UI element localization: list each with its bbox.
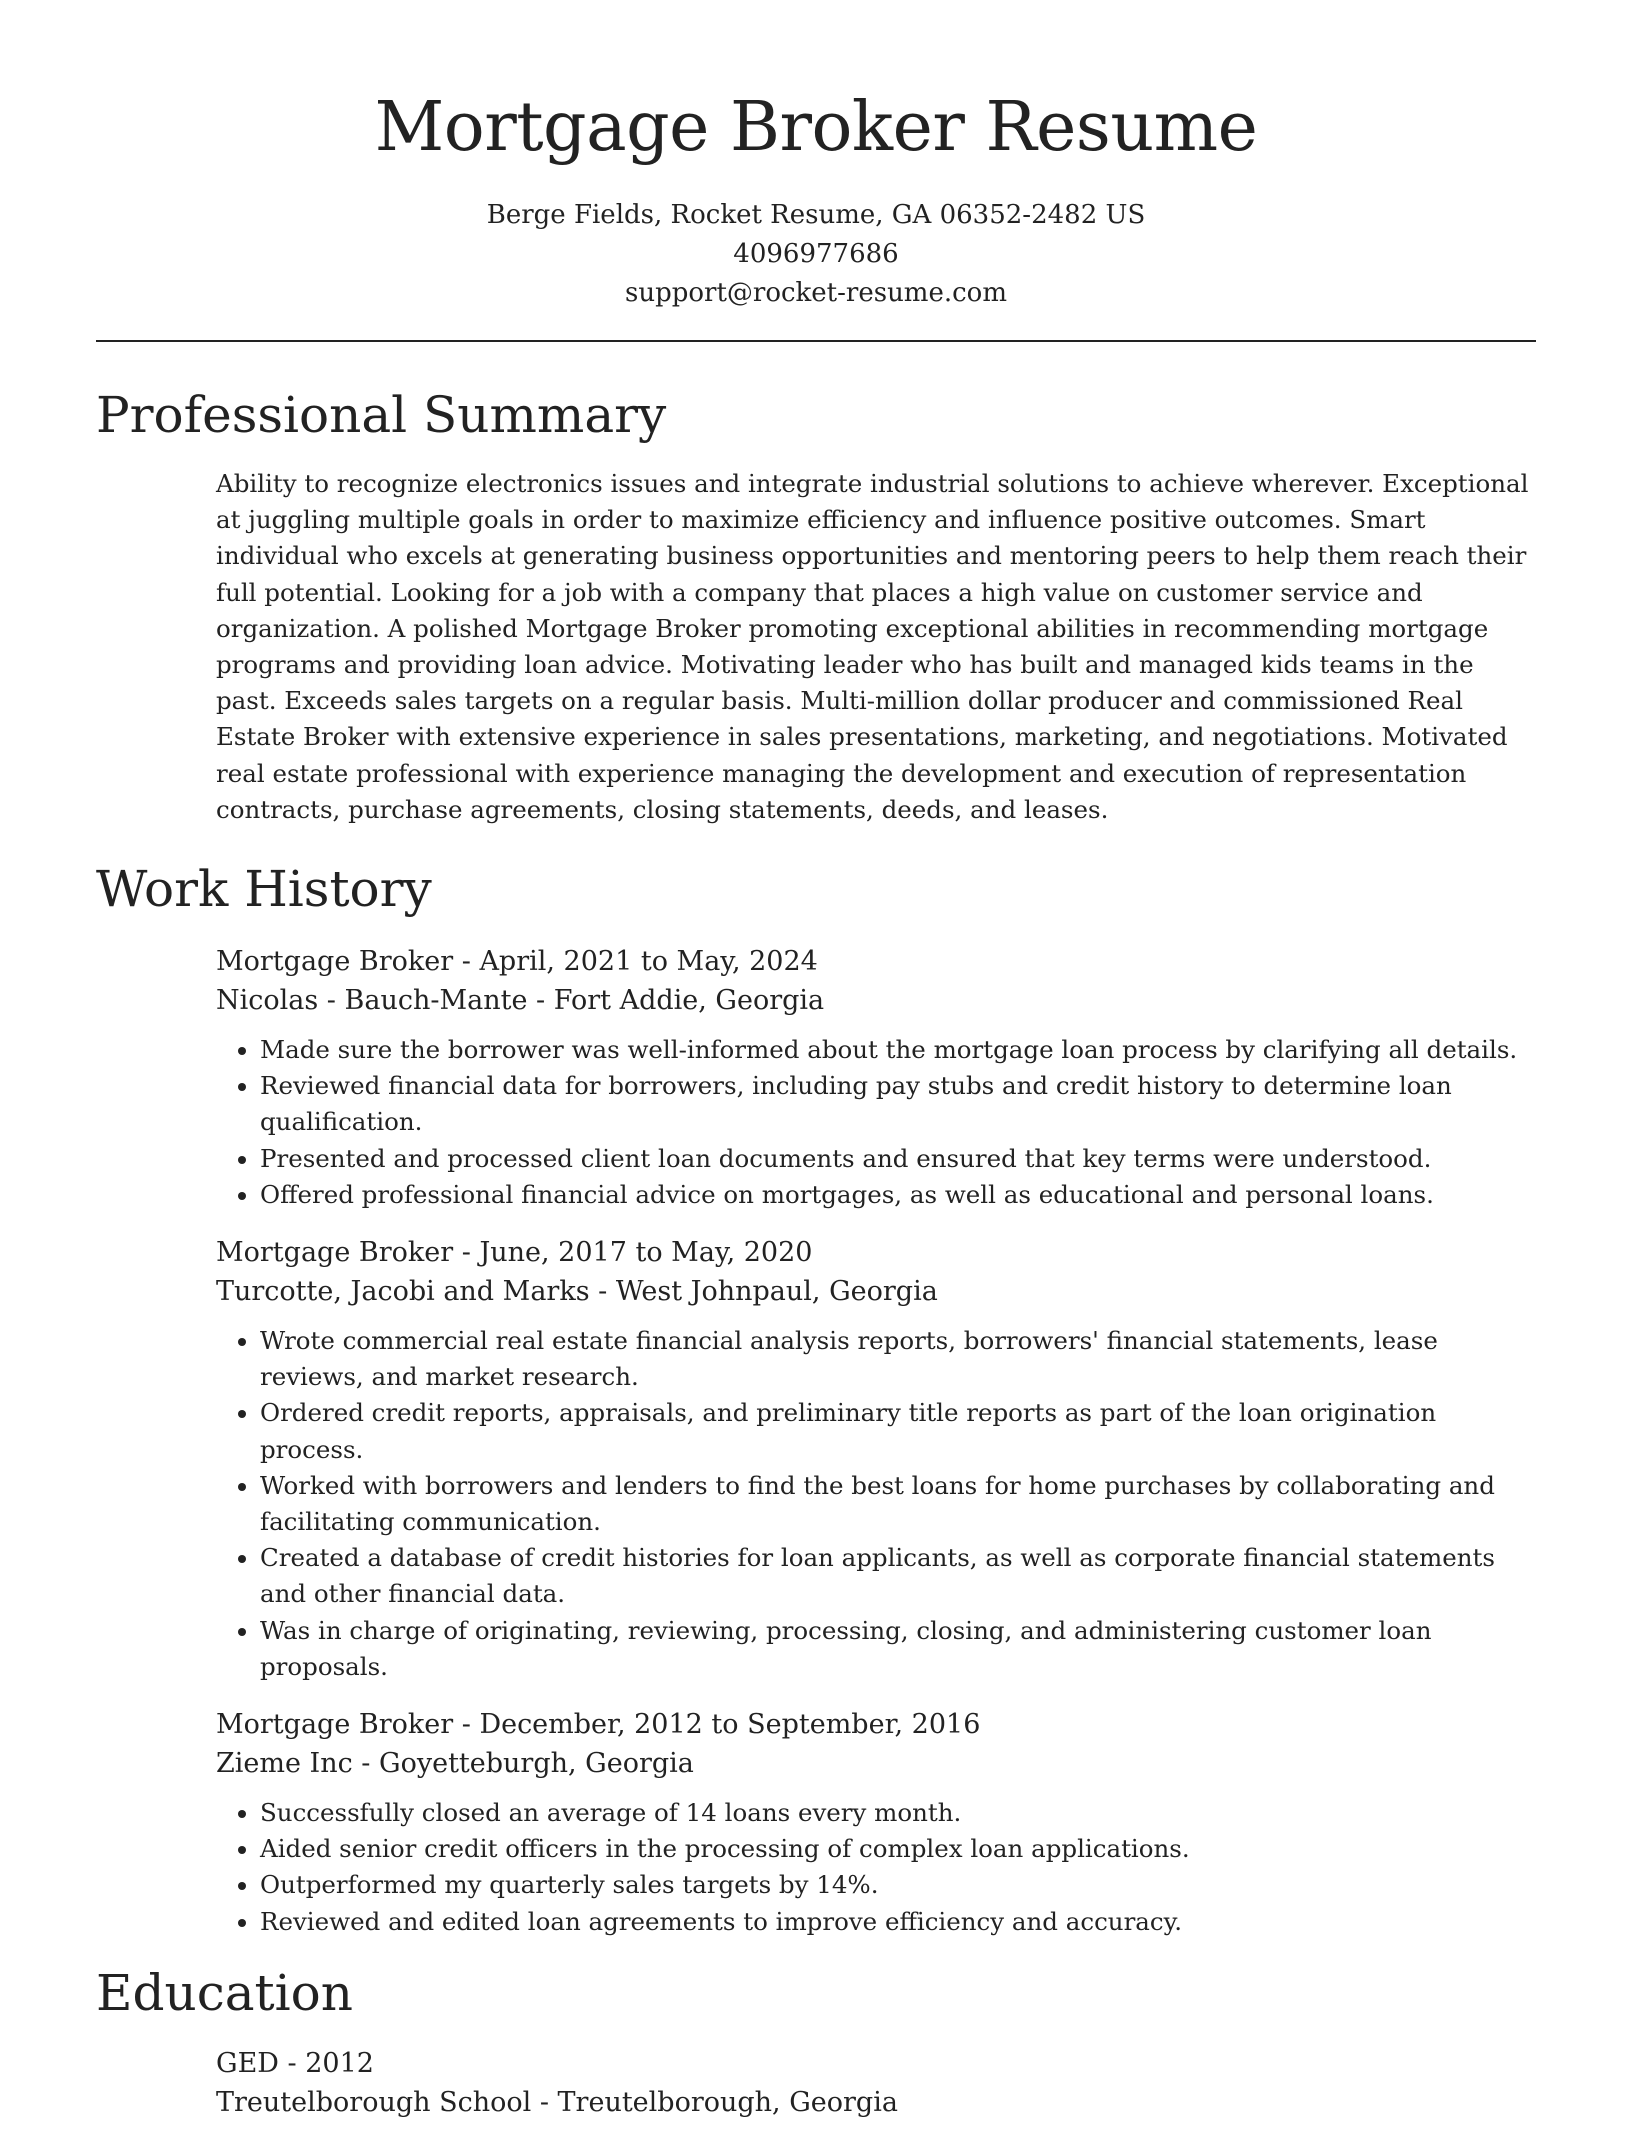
- job-title-line: [216, 942, 1536, 981]
- separator: -: [453, 1237, 480, 1269]
- job-company: Turcotte, Jacobi and Marks: [216, 1276, 590, 1308]
- job-company: Zieme Inc: [216, 1748, 353, 1780]
- list-item: • Reviewed and edited loan agreements to improve efficiency and accuracy.: [260, 1904, 1536, 1940]
- list-item: • Reviewed financial data for borrowers, including pay stubs and credit history to determine loan qualification.: [260, 1068, 1536, 1140]
- separator: -: [453, 946, 480, 978]
- job-dates: December, 2012 to September, 2016: [479, 1709, 981, 1741]
- education-section: [96, 1958, 1536, 2122]
- degree: GED: [216, 2047, 279, 2079]
- separator: -: [352, 1748, 380, 1780]
- separator: -: [453, 1709, 480, 1741]
- job-location: Goyetteburgh, Georgia: [379, 1748, 694, 1780]
- job-title: Mortgage Broker: [216, 946, 454, 978]
- education-entry: [216, 2044, 1536, 2122]
- list-item: • Ordered credit reports, appraisals, and preliminary title reports as part of the loan origination process.: [260, 1395, 1536, 1467]
- address: Berge Fields, Rocket Resume, GA 06352-2482 US: [486, 200, 1146, 230]
- page-title: Mortgage Broker Resume: [374, 88, 1258, 167]
- email: support@rocket-resume.com: [624, 278, 1007, 308]
- phone: 4096977686: [733, 239, 899, 269]
- job-company-line: [216, 1744, 1536, 1783]
- list-item: • Worked with borrowers and lenders to find the best loans for home purchases by collaborating and facilitating communication.: [260, 1468, 1536, 1540]
- education-heading: Education: [96, 1963, 353, 2022]
- school-location: Treutelborough, Georgia: [557, 2086, 898, 2118]
- job-entry: [216, 942, 1536, 1213]
- list-item: • Presented and processed client loan documents and ensured that key terms were understood.: [260, 1141, 1536, 1177]
- job-location: West Johnpaul, Georgia: [615, 1276, 938, 1308]
- list-item: • Outperformed my quarterly sales targets by 14%.: [260, 1867, 1536, 1903]
- job-bullets: [216, 1032, 1536, 1213]
- resume-content: [96, 380, 1536, 2140]
- separator: -: [589, 1276, 616, 1308]
- job-company: Nicolas - Bauch-Mante: [216, 985, 528, 1017]
- degree-line: [216, 2044, 1536, 2083]
- list-item: • Created a database of credit histories for loan applicants, as well as corporate financial statements and other financial data.: [260, 1540, 1536, 1612]
- work-history-heading: Work History: [96, 860, 432, 919]
- list-item: • Was in charge of originating, reviewing, processing, closing, and administering customer loan proposals.: [260, 1613, 1536, 1685]
- job-entry: [216, 1233, 1536, 1685]
- list-item: • Aided senior credit officers in the processing of complex loan applications.: [260, 1831, 1536, 1867]
- summary-section: [96, 380, 1536, 828]
- job-location: Fort Addie, Georgia: [553, 985, 825, 1017]
- separator: -: [531, 2086, 558, 2118]
- job-company-line: [216, 981, 1536, 1020]
- list-item: • Successfully closed an average of 14 loans every month.: [260, 1795, 1536, 1831]
- job-title-line: [216, 1233, 1536, 1272]
- job-bullets: [216, 1323, 1536, 1685]
- job-title: Mortgage Broker: [216, 1237, 454, 1269]
- work-history-section: [96, 854, 1536, 1940]
- job-title: Mortgage Broker: [216, 1709, 454, 1741]
- job-title-line: [216, 1705, 1536, 1744]
- list-item: • Made sure the borrower was well-informed about the mortgage loan process by clarifying all details.: [260, 1032, 1536, 1068]
- job-entry: [216, 1705, 1536, 1940]
- separator: -: [527, 985, 554, 1017]
- header-divider: [96, 340, 1536, 342]
- list-item: • Wrote commercial real estate financial analysis reports, borrowers' financial statements, lease reviews, and market research.: [260, 1323, 1536, 1395]
- school-name: Treutelborough School: [216, 2086, 532, 2118]
- job-dates: June, 2017 to May, 2020: [479, 1237, 813, 1269]
- school-line: [216, 2083, 1536, 2122]
- summary-text: Ability to recognize electronics issues and integrate industrial solutions to achieve wherever. Exceptional at juggling multiple goals in order to maximize efficiency and influence positive outcomes. Smart individual who excels at generating business opportunities and mentoring peers to help them reach their full potential. Looking for a job with a company that places a high value on customer service and organization. A polished Mortgage Broker promoting exceptional abilities in recommending mortgage programs and providing loan advice. Motivating leader who has built and managed kids teams in the past. Exceeds sales targets on a regular basis. Multi-million dollar producer and commissioned Real Estate Broker with extensive experience in sales presentations, marketing, and negotiations. Motivated real estate professional with experience managing the development and execution of representation contracts, purchase agreements, closing statements, deeds, and leases.: [216, 469, 1529, 824]
- summary-heading: Professional Summary: [96, 386, 667, 444]
- job-bullets: [216, 1795, 1536, 1940]
- separator: -: [278, 2047, 306, 2079]
- contact-info: [0, 196, 1632, 313]
- job-company-line: [216, 1272, 1536, 1311]
- resume-header: [0, 0, 1632, 313]
- job-dates: April, 2021 to May, 2024: [479, 946, 818, 978]
- list-item: • Offered professional financial advice on mortgages, as well as educational and personal loans.: [260, 1177, 1536, 1213]
- graduation-year: 2012: [305, 2047, 374, 2079]
